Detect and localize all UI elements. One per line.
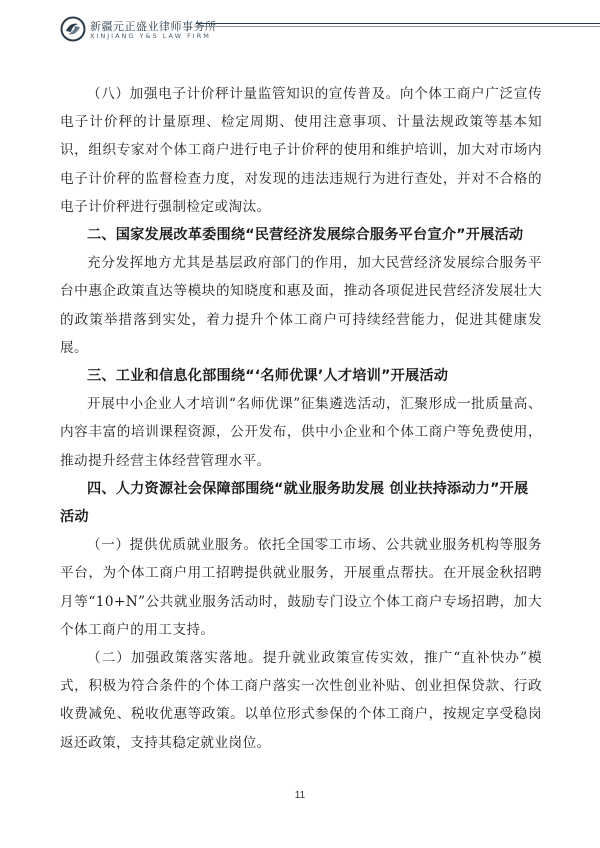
page-number: 11 xyxy=(294,790,306,801)
law-firm-logo-icon xyxy=(60,16,86,42)
page-header xyxy=(60,12,540,46)
heading-miit-activity: 三、工业和信息化部围绕“‘名师优课’人才培训”开展活动 xyxy=(87,368,449,385)
firm-name-chinese: 新疆元正盛业律师事务所 xyxy=(90,20,217,33)
document-body xyxy=(60,80,542,757)
header-rule xyxy=(196,23,600,24)
firm-name-english: XINJIANG Y&S LAW FIRM xyxy=(90,32,211,40)
heading-mohrss-activity: 四、人力资源社会保障部围绕“就业服务助发展 创业扶持添动力”开展活动 xyxy=(60,480,529,526)
paragraph-miit-activity: 开展中小企业人才培训“名师优课”征集遴选活动，汇聚形成一批质量高、内容丰富的培训课程资源，公开发布，供中小企业和个体工商户等免费使用，推动提升经营主体经营管理水平。 xyxy=(60,396,542,469)
paragraph-policy-implementation: （二）加强政策落实落地。提升就业政策宣传实效，推广“直补快办”模式，积极为符合条件的个体工商户落实一次性创业补贴、创业担保贷款、行政收费减免、税收优惠等政策。以单位形式参保的个体工商户，按规定享受稳岗返还政策，支持其稳定就业岗位。 xyxy=(60,650,542,751)
paragraph-ndrc-activity: 充分发挥地方尤其是基层政府部门的作用，加大民营经济发展综合服务平台中惠企政策直达等模块的知晓度和惠及面，推动各项促进民营经济发展壮大的政策举措落到实处，着力提升个体工商户可持续经营能力，促进其健康发展。 xyxy=(60,255,542,356)
header-rule-thin xyxy=(196,26,600,27)
heading-ndrc-activity: 二、国家发展改革委围绕“民营经济发展综合服务平台宣介”开展活动 xyxy=(87,227,524,244)
paragraph-measurement-supervision: （八）加强电子计价秤计量监管知识的宣传普及。向个体工商户广泛宣传电子计价秤的计量原理、检定周期、使用注意事项、计量法规政策等基本知识，组织专家对个体工商户进行电子计价秤的使用和维护培训，加大对市场内电子计价秤的监督检查力度，对发现的违法违规行为进行查处，并对不合格的电子计价秤进行强制检定或淘汰。 xyxy=(60,86,542,215)
paragraph-employment-services: （一）提供优质就业服务。依托全国零工市场、公共就业服务机构等服务平台，为个体工商户用工招聘提供就业服务，开展重点帮扶。在开展金秋招聘月等“10+N”公共就业服务活动时，鼓励专门设立个体工商户专场招聘，加大个体工商户的用工支持。 xyxy=(60,537,542,638)
